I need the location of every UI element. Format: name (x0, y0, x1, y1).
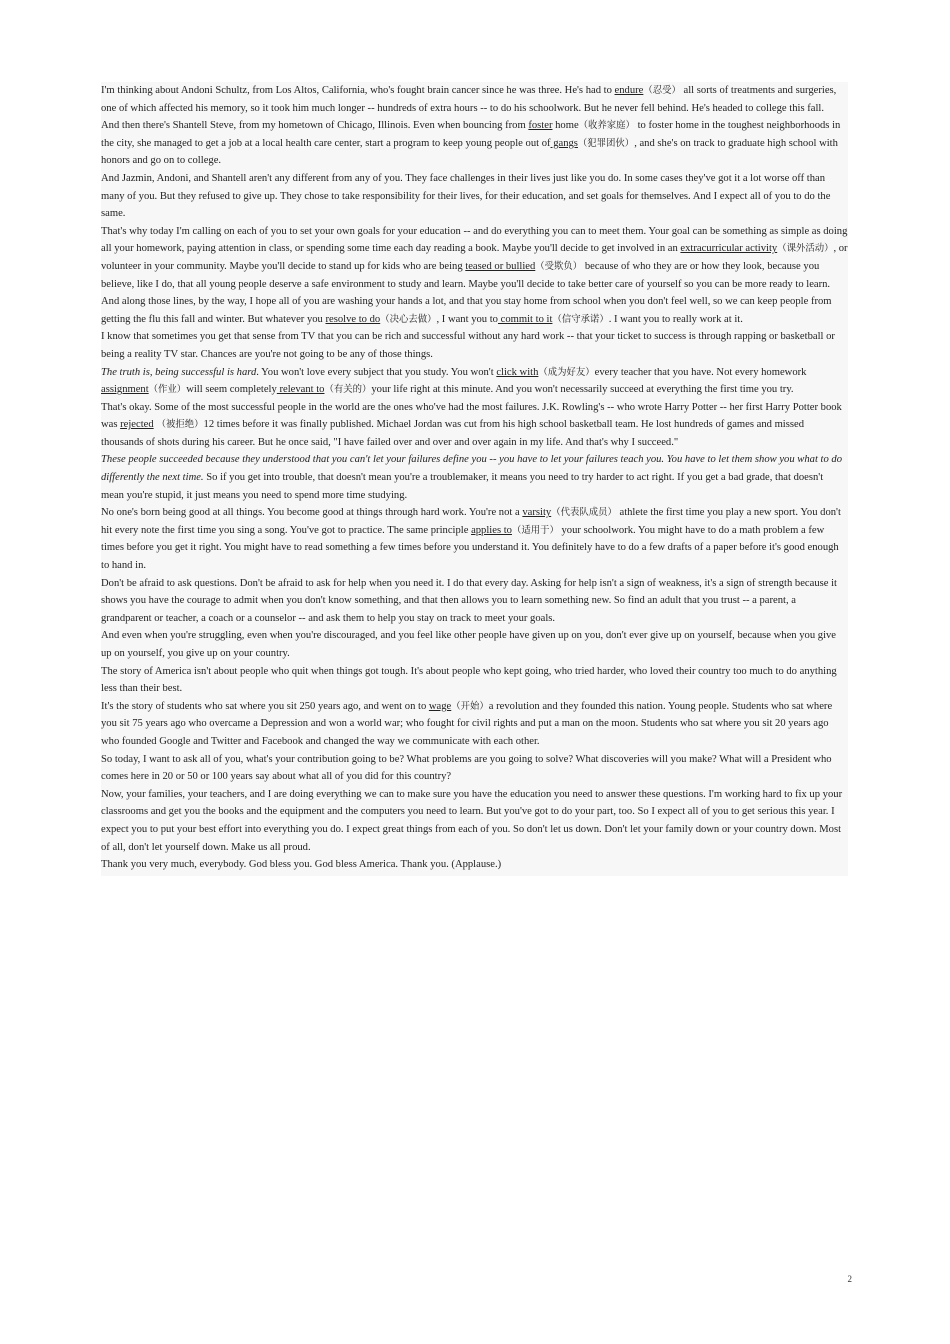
chinese-gloss: （受欺负） (535, 260, 583, 272)
vocabulary-term: gangs (550, 137, 578, 149)
paragraph (101, 698, 848, 751)
chinese-gloss: （有关的） (324, 384, 372, 396)
text-span: , I want you to (436, 313, 498, 325)
vocabulary-term: assignment (101, 384, 149, 396)
chinese-gloss: （成为好友） (538, 366, 595, 378)
text-span: The truth is, being successful is hard (101, 366, 257, 378)
paragraph (101, 786, 848, 856)
vocabulary-term: click with (496, 366, 539, 378)
chinese-gloss: （决心去做） (380, 313, 437, 325)
vocabulary-term: varsity (522, 507, 552, 519)
text-span: These people succeeded because they understood that you can't let your failures define you -- you have to let your failures teach you. You have to let them show you what to do differently the next time. (101, 454, 843, 484)
chinese-gloss: （课外活动） (777, 243, 834, 255)
text-span: Now, your families, your teachers, and I are doing everything we can to make sure you have the education you need to answer these questions. I'm working hard to fix up your classrooms and get you the books and the equipment and the computers you need to learn. But you've got to do your part, too. So I expect all of you to get serious this year. I expect you to put your best effort into everything you do. I expect great things from each of you. So don't let us down. Don't let your family down or your country down. Most of all, don't let yourself down. Make us all proud. (101, 788, 843, 853)
text-span: to foster home in the toughest neighborhoods in the city, she managed to get a job at a local health care center, start a program to keep young people out of (101, 120, 841, 149)
text-span: home (552, 120, 579, 132)
text-span: a revolution and they founded this nation. Young people. Students who sat where you sit 75 years ago who overcame a Depression and won a world war; who fought for civil rights and put a man on the moon. Students who sat where you sit 20 years ago who founded Google and Twitter and Facebook and changed the way we communicate with each other. (101, 700, 833, 747)
text-span: And then there's Shantell Steve, from my hometown of Chicago, Illinois. Even when bouncing from (101, 120, 529, 132)
paragraph (101, 751, 848, 786)
vocabulary-term: extracurricular activity (680, 243, 778, 255)
page-number: 2 (847, 1274, 852, 1284)
text-span: So if you get into trouble, that doesn't mean you're a troublemaker, it means you need to try harder to act right. If you get a bad grade, that doesn't mean you're stupid, it just means you need to spend more time studying. (101, 472, 824, 501)
paragraph (101, 575, 848, 628)
text-span: Don't be afraid to ask questions. Don't be afraid to ask for help when you need it. I do that every day. Asking for help isn't a sign of weakness, it's a sign of strength because it shows you have the courage to admit when you don't know something, and that then allows you to learn something new. So find an adult that you trust -- a parent, a grandparent or teacher, a coach or a counselor -- and ask them to help you stay on track to meet your goals. (101, 577, 837, 624)
text-span: Thank you very much, everybody. God bless you. God bless America. Thank you. (Applause.) (101, 859, 502, 871)
paragraph (101, 82, 848, 117)
text-span: It's the story of students who sat where you sit 250 years ago, and went on to (101, 700, 429, 712)
paragraph (101, 170, 848, 223)
text-span: . I want you to really work at it. (608, 313, 743, 325)
chinese-gloss: （适用于） (511, 524, 559, 536)
text-span: your life right at this minute. And you won't necessarily succeed at everything the first time you try. (371, 384, 794, 396)
paragraph (101, 504, 848, 574)
paragraph (101, 451, 848, 504)
chinese-gloss: （信守承诺） (552, 313, 609, 325)
paragraph (101, 328, 848, 363)
text-span: So today, I want to ask all of you, what's your contribution going to be? What problems are you going to solve? What discoveries will you make? What will a President who comes here in 20 or 50 or 100 years say about what all of you did for this country? (101, 753, 832, 783)
speech-text-block (101, 82, 848, 876)
text-span: because of who they are or how they look, because you believe, like I do, that all young people deserve a safe environment to study and learn. Maybe you'll decide to take better care of yourself so you can be more ready to learn. And along those lines, by the way, I hope all of you are washing your hands a lot, and that you stay home from school when you don't feel well, so we can keep people from getting the flu this fall and winter. But whatever you (101, 260, 832, 325)
paragraph (101, 663, 848, 698)
text-span: That's why today I'm calling on each of you to set your own goals for your education -- and do everything you can to meet them. Your goal can be something as simple as doing all your homework, paying attention in class, or spending some time each day reading a book. Maybe you'll decide to get involved in an (101, 225, 848, 255)
vocabulary-term: relevant to (276, 384, 325, 396)
text-span: will seem completely (186, 384, 277, 396)
text-span: I know that sometimes you get that sense from TV that you can be rich and successful without any hard work -- that your ticket to success is through rapping or basketball or being a reality TV star. Chances are you're not going to be any of those things. (101, 331, 835, 360)
text-span: , and she's on track to graduate high school with honors and go on to college. (101, 137, 838, 167)
text-span: And Jazmin, Andoni, and Shantell aren't any different from any of you. They face challenges in their lives just like you do. In some cases they've got it a lot worse off than many of you. But they refused to give up. They chose to take responsibility for their lives, for their education, and set goals for themselves. And I expect all of you to do the same. (101, 172, 831, 220)
text-span: your schoolwork. You might have to do a math problem a few times before you get it right. You might have to read something a few times before you understand it. You definitely have to do a few drafts of a paper before it's good enough to hand in. (101, 524, 839, 572)
text-span: . You won't love every subject that you study. You won't (256, 366, 497, 378)
paragraph (101, 399, 848, 452)
vocabulary-term: applies to (471, 524, 512, 536)
text-span: every teacher that you have. Not every homework (594, 366, 807, 378)
vocabulary-term: commit to it (497, 313, 553, 325)
text-span: , or volunteer in your community. Maybe you'll decide to stand up for kids who are being (101, 243, 848, 272)
vocabulary-term: endure (614, 85, 644, 96)
chinese-gloss: （犯罪团伙） (577, 137, 635, 149)
text-span: And even when you're struggling, even when you're discouraged, and you feel like other people have given up on you, don't ever give up on yourself, because when you give up on yourself, you give up on your country. (101, 630, 837, 659)
paragraph (101, 364, 848, 399)
chinese-gloss: （作业） (148, 384, 187, 396)
paragraph (101, 223, 848, 329)
paragraph (101, 627, 848, 662)
chinese-gloss: （代表队成员） (551, 507, 617, 519)
text-span: athlete the first time you play a new sport. You don't hit every note the first time you sing a song. You've got to practice. The same principle (101, 507, 841, 536)
paragraph (101, 856, 848, 874)
vocabulary-term: teased or bullied (465, 260, 536, 272)
text-span: 12 times before it was finally published. Michael Jordan was cut from his high school basketball team. He lost hundreds of games and missed thousands of shots during his career. But he once said, "I have failed over and over and over again in my life. And that's why I succeed." (101, 419, 804, 448)
chinese-gloss: （收养家庭） (578, 120, 635, 132)
chinese-gloss: （开始） (451, 700, 489, 712)
paragraph (101, 117, 848, 170)
chinese-gloss: （忍受） (643, 85, 681, 96)
text-span: No one's born being good at all things. You become good at things through hard work. You're not a (101, 507, 523, 519)
vocabulary-term: wage (428, 700, 452, 712)
chinese-gloss: （被拒绝） (153, 419, 204, 431)
vocabulary-term: foster (528, 120, 553, 132)
vocabulary-term: resolve to do (325, 313, 381, 325)
text-span: all sorts of treatments and surgeries, one of which affected his memory, so it took him much longer -- hundreds of extra hours -- to do his schoolwork. But he never fell behind. He's headed to college this fall. (101, 85, 837, 114)
vocabulary-term: rejected (120, 419, 154, 431)
text-span: I'm thinking about Andoni Schultz, from Los Altos, California, who's fought brain cancer since he was three. He's had to (101, 85, 615, 96)
text-span: That's okay. Some of the most successful people in the world are the ones who've had the most failures. J.K. Rowling's -- who wrote Harry Potter -- her first Harry Potter book was (101, 401, 842, 431)
text-span: The story of America isn't about people who quit when things got tough. It's about people who kept going, who tried harder, who loved their country too much to do anything less than their best. (101, 665, 837, 695)
